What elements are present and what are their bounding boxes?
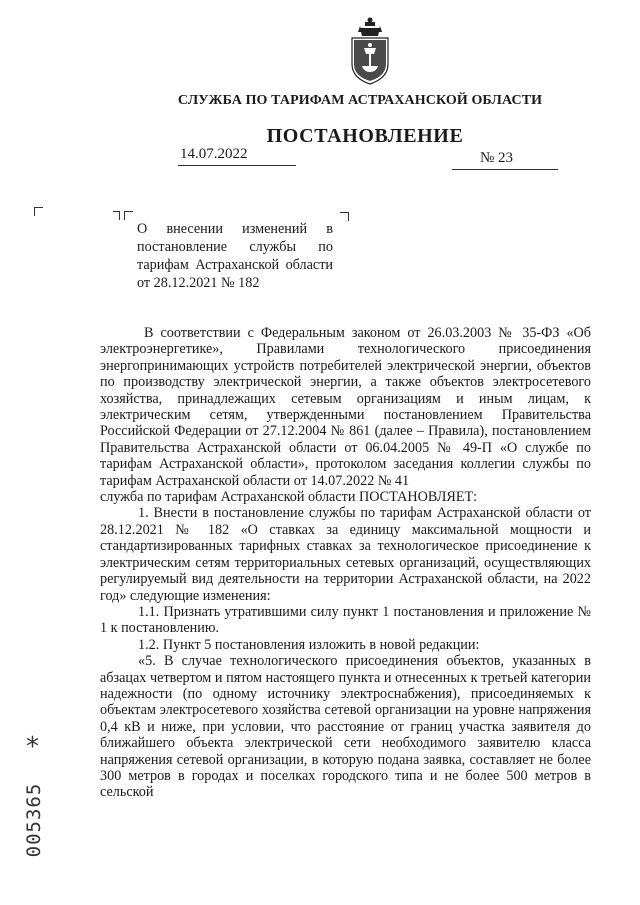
clause-5-text-paragraph: «5. В случае технологического присоединения объектов, указанных в абзацах четвертом и пятом настоящего пункта и отнесенных к третьей категории надежности (по одному источнику электроснабжения), присоединяемых к объектам электросетевого хозяйства сетевой организации на уровне напряжения 0,4 кВ и ниже, при условии, что расстояние от границ участка заявителя до ближайшего объекта электрической сети необходимого заявителю класса напряжения сетевой организации, в которую подана заявка, составляет не более 300 метров в городах и поселках городского типа и не более 500 метров в сельской: [100, 653, 591, 801]
margin-star: *: [26, 732, 39, 762]
document-date: 14.07.2022: [178, 146, 296, 166]
resolution-paragraph: служба по тарифам Астраханской области ПОСТАНОВЛЯЕТ:: [100, 489, 478, 506]
clause-1-2-paragraph: 1.2. Пункт 5 постановления изложить в новой редакции:: [138, 636, 480, 653]
corner-mark: [113, 211, 120, 220]
clause-1-1-paragraph: 1.1. Признать утратившими силу пункт 1 постановления и приложение № 1 к постановлению.: [100, 603, 591, 637]
document-number: № 23: [452, 150, 558, 170]
corner-mark: [34, 207, 43, 216]
document-subject: О внесении изменений в постановление службы по тарифам Астраханской области от 28.12.2021 № 182: [137, 221, 333, 291]
document-type-title: ПОСТАНОВЛЕНИЕ: [266, 125, 464, 147]
document-body: [100, 325, 591, 801]
margin-serial: [24, 760, 44, 880]
agency-name: СЛУЖБА ПО ТАРИФАМ АСТРАХАНСКОЙ ОБЛАСТИ: [177, 93, 543, 108]
coat-of-arms-icon: [344, 14, 396, 86]
serial-number: 005365: [23, 782, 45, 858]
preamble-paragraph: В соответствии с Федеральным законом от 26.03.2003 № 35-ФЗ «Об электроэнергетике», Правилами технологического присоединения энергопринимающих устройств потребителей электрической энергии, объектов по производству электрической энергии, а также объектов электросетевого хозяйства, принадлежащих сетевым организациям и иным лицам, к электрическим сетям, утвержденными постановлением Правительства Российской Федерации от 27.12.2004 № 861 (далее – Правила), постановлением Правительства Астраханской области от 06.04.2005 № 49-П «О службе по тарифам Астраханской области», протоколом заседания коллегии службы по тарифам Астраханской области от 14.07.2022 № 41: [100, 325, 591, 489]
corner-mark: [124, 211, 133, 220]
clause-1-paragraph: 1. Внести в постановление службы по тарифам Астраханской области от 28.12.2021 № 182 «О ставках за единицу максимальной мощности и стандартизированных тарифных ставках за технологическое присоединение к электрическим сетям территориальных сетевых организаций, осуществляющих регулируемый вид деятельности на территории Астраханской области, на 2022 год» следующие изменения:: [100, 505, 591, 604]
corner-mark: [340, 212, 349, 221]
